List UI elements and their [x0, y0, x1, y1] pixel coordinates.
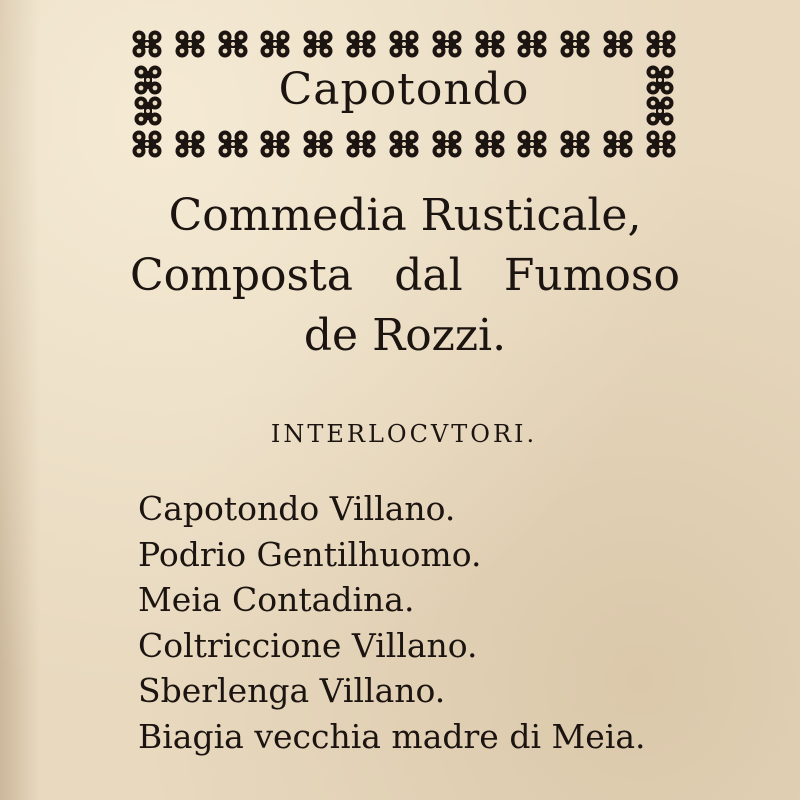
cast-item: Coltriccione Villano. [138, 625, 478, 665]
fleuron-ornament-icon [130, 129, 164, 159]
cast-item: Capotondo Villano. [138, 489, 456, 528]
fleuron-ornament-icon [473, 129, 507, 159]
fleuron-ornament-icon [644, 29, 678, 59]
fleuron-ornament-icon [601, 29, 635, 59]
fleuron-ornament-icon [601, 129, 635, 159]
subtitle-line-3: de Rozzi. [303, 310, 507, 361]
cast-item: Sberlenga Villano. [138, 671, 446, 710]
fleuron-ornament-icon [301, 129, 335, 159]
ornament-row-top [130, 26, 678, 62]
subtitle-word-dal: dal [394, 250, 463, 301]
fleuron-ornament-icon [258, 129, 292, 159]
fleuron-ornament-icon [344, 129, 378, 159]
fleuron-ornament-icon [301, 29, 335, 59]
fleuron-ornament-icon [558, 29, 592, 59]
fleuron-ornament-icon [473, 29, 507, 59]
fleuron-ornament-icon [130, 29, 164, 59]
fleuron-ornament-icon [258, 29, 292, 59]
fleuron-ornament-icon [558, 129, 592, 159]
fleuron-ornament-icon [387, 29, 421, 59]
fleuron-ornament-icon [173, 29, 207, 59]
fleuron-ornament-icon [430, 29, 464, 59]
fleuron-ornament-icon [344, 29, 378, 59]
fleuron-ornament-icon [515, 29, 549, 59]
fleuron-ornament-icon [644, 129, 678, 159]
cast-item: Biagia vecchia madre di Meia. [138, 716, 646, 756]
fleuron-ornament-icon [216, 29, 250, 59]
subtitle-line-1: Commedia Rusticale, [168, 190, 642, 241]
subtitle-word-composta: Composta [130, 250, 354, 301]
cast-list [138, 486, 698, 759]
fleuron-ornament-icon [515, 129, 549, 159]
cast-item: Podrio Gentilhuomo. [138, 534, 482, 574]
subtitle-block [110, 186, 700, 366]
section-heading: INTERLOCVTORI. [270, 420, 538, 448]
subtitle-word-fumoso: Fumoso [503, 250, 680, 301]
fleuron-ornament-icon [173, 129, 207, 159]
fleuron-ornament-icon [387, 129, 421, 159]
page-title: Capotondo [278, 64, 530, 115]
cast-item: Meia Contadina. [138, 580, 415, 619]
fleuron-ornament-icon [430, 129, 464, 159]
ornament-row-bottom [130, 126, 678, 162]
fleuron-ornament-icon [216, 129, 250, 159]
subtitle-line-2 [110, 246, 700, 306]
